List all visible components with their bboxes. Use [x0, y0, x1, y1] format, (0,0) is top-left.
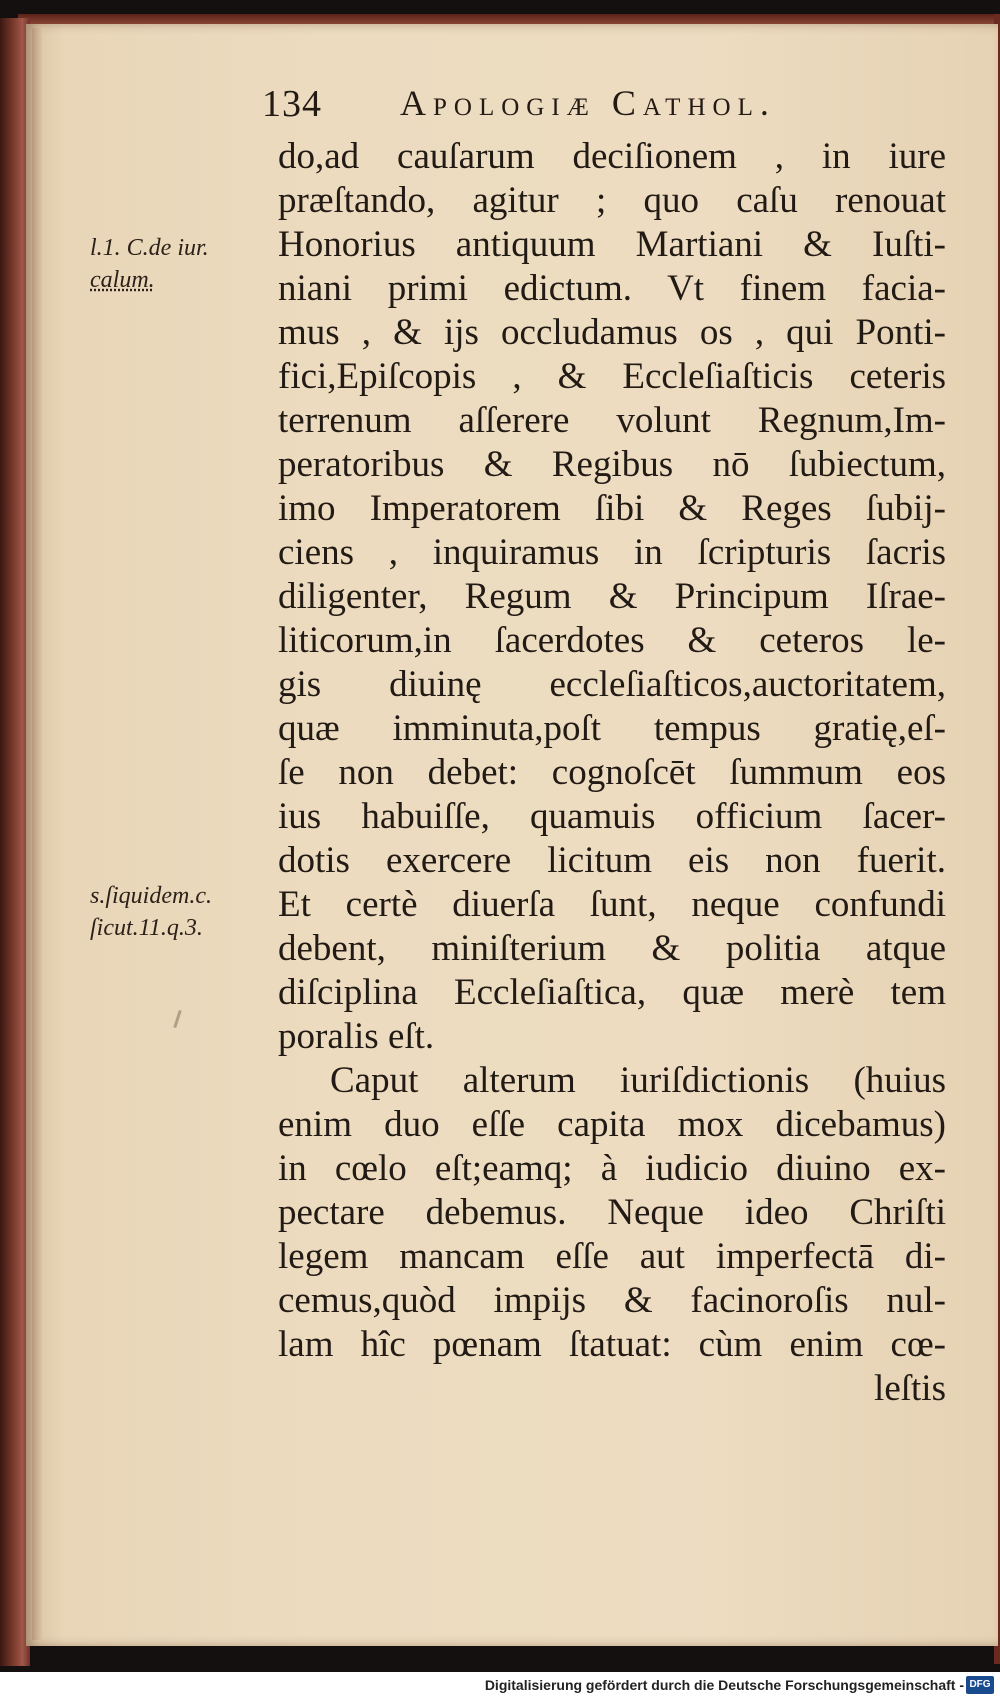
text-line: lam hîc pœnam ſtatuat: cùm enim cœ- [278, 1324, 946, 1365]
text-line: ſe non debet: cognoſcēt ſummum eos [278, 752, 946, 793]
text-line: Honorius antiquum Martiani & Iuſti- [278, 224, 946, 265]
page-number: 134 [262, 83, 322, 125]
text-line: legem mancam eſſe aut imperfectā di- [278, 1236, 946, 1277]
marginal-note-1-line-2: calum. [90, 267, 155, 293]
body-text [278, 135, 946, 1411]
marginal-note-1 [90, 232, 260, 296]
page-gutter-shadow [32, 28, 42, 1640]
text-line: quæ imminuta,poſt tempus gratię,eſ- [278, 708, 946, 749]
text-line: in cœlo eſt;eamq; à iudicio diuino ex- [278, 1148, 946, 1189]
text-line: enim duo eſſe capita mox dicebamus) [278, 1104, 946, 1145]
text-line: gis diuinę eccleſiaſticos,auctoritatem, [278, 664, 946, 705]
text-line: dotis exercere licitum eis non fuerit. [278, 840, 946, 881]
marginal-note-2-line-2: ſicut.11.q.3. [90, 915, 203, 941]
text-line: poralis eſt. [278, 1016, 435, 1057]
dfg-logo-icon [966, 1676, 994, 1694]
footer-credit: Digitalisierung gefördert durch die Deutsche Forschungsgemeinschaft - [484, 1677, 964, 1693]
text-line: ciens , inquiramus in ſcripturis ſacris [278, 532, 946, 573]
footer-bar [0, 1672, 1000, 1700]
page-header [262, 80, 892, 136]
text-line: diligenter, Regum & Principum Iſrae- [278, 576, 946, 617]
text-line: diſciplina Eccleſiaſtica, quæ merè tem [278, 972, 946, 1013]
text-line: niani primi edictum. Vt finem facia- [278, 268, 946, 309]
marginal-note-1-line-1: l.1. C.de iur. [90, 235, 209, 261]
marginal-note-2 [90, 880, 260, 944]
text-line: cemus,quòd impijs & facinoroſis nul- [278, 1280, 946, 1321]
text-line: liticorum,in ſacerdotes & ceteros le- [278, 620, 946, 661]
text-line: do,ad cauſarum deciſionem , in iure [278, 136, 946, 177]
text-line: ius habuiſſe, quamuis officium ſacer- [278, 796, 946, 837]
text-line: Caput alterum iuriſdictionis (huius [330, 1060, 946, 1101]
text-line: imo Imperatorem ſibi & Reges ſubij- [278, 488, 946, 529]
running-head: Apologiæ Cathol. [400, 83, 776, 123]
text-line: peratoribus & Regibus nō ſubiectum, [278, 444, 946, 485]
text-line: pectare debemus. Neque ideo Chriſti [278, 1192, 946, 1233]
text-line: præſtando, agitur ; quo caſu renouat [278, 180, 946, 221]
marginal-note-2-line-1: s.ſiquidem.c. [90, 883, 212, 909]
text-line: Et certè diuerſa ſunt, neque confundi [278, 884, 946, 925]
text-line: mus , & ijs occludamus os , qui Ponti- [278, 312, 946, 353]
text-line: terrenum aſſerere volunt Regnum,Im- [278, 400, 946, 441]
text-line: debent, miniſterium & politia atque [278, 928, 946, 969]
catchword: leſtis [874, 1368, 946, 1409]
dfg-logo-text: DFG [969, 1679, 991, 1690]
text-line: fici,Epiſcopis , & Eccleſiaſticis ceteris [278, 356, 946, 397]
